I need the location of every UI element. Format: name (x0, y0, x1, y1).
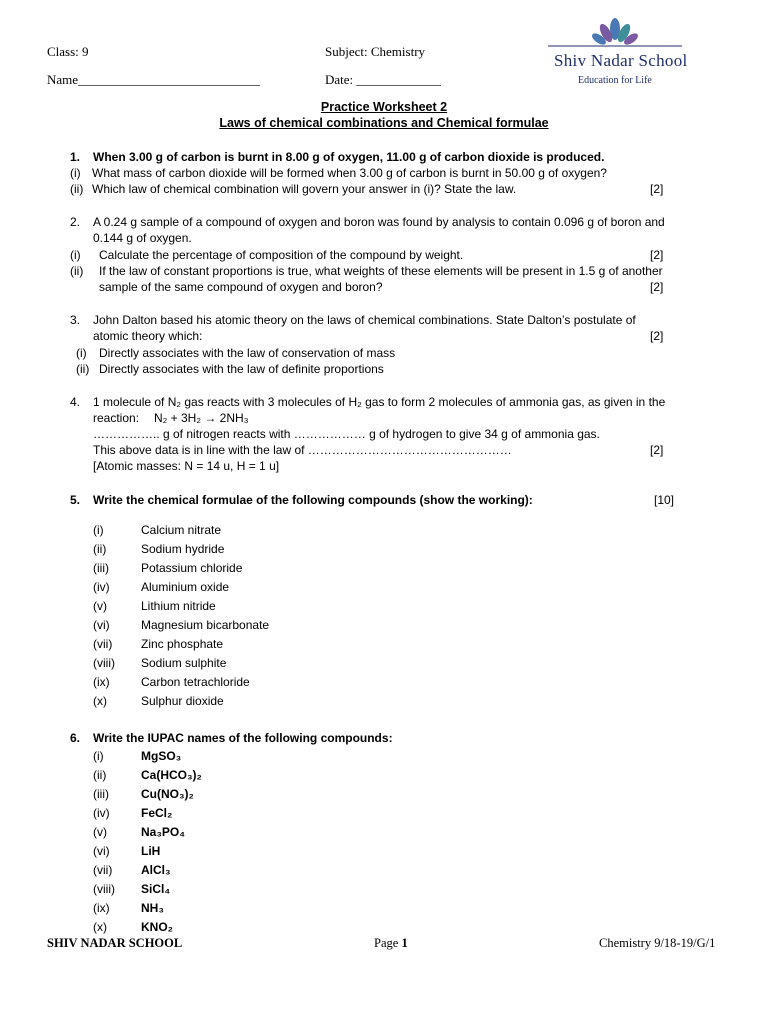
subject-label: Subject: Chemistry (325, 44, 426, 59)
q2-text-1: A 0.24 g sample of a compound of oxygen and boron was found by analysis to contain 0.096 g of boron and (93, 215, 665, 229)
list-item: (vii) AlCl₃ (93, 863, 171, 877)
worksheet-title: Practice Worksheet 2 (320, 100, 448, 114)
name-field: Name____________________________ (47, 72, 261, 87)
q3-a-text: Directly associates with the law of conservation of mass (99, 346, 396, 360)
list-item: (vi) Magnesium bicarbonate (93, 618, 270, 632)
q5-marks: [10] (654, 493, 675, 507)
q1-b-label: (ii) (70, 182, 84, 196)
q4-text-3: …………….. g of nitrogen reacts with ……………… g of hydrogen to give 34 g of ammonia gas. (93, 427, 600, 441)
q1-a-label: (i) (70, 166, 81, 180)
q4-equation: N₂ + 3H₂ → 2NH₃ (154, 411, 249, 425)
list-item: (ix) Carbon tetrachloride (93, 675, 250, 689)
school-logo-name: Shiv Nadar School (554, 51, 688, 70)
q1-marks: [2] (650, 182, 664, 196)
class-label: Class: 9 (47, 44, 89, 59)
q2-b-marks: [2] (650, 280, 664, 294)
q2-b-label: (ii) (70, 264, 84, 278)
q4-number: 4. (70, 395, 81, 409)
list-item: (iii) Potassium chloride (93, 561, 243, 575)
q4-text-4: This above data is in line with the law of …………………………………………… (93, 443, 512, 457)
q1-b-text: Which law of chemical combination will govern your answer in (i)? State the law. (92, 182, 517, 196)
list-item: (ix) NH₃ (93, 901, 164, 915)
q3-text-1: John Dalton based his atomic theory on the laws of chemical combinations. State Dalton’s postulate of (93, 313, 636, 327)
list-item: (v) Lithium nitride (93, 599, 216, 613)
list-item: (viii) SiCl₄ (93, 882, 171, 896)
list-item: (ii) Sodium hydride (93, 542, 225, 556)
q2-number: 2. (70, 215, 81, 229)
school-tagline: Education for Life (578, 75, 652, 86)
q4-marks: [2] (650, 443, 664, 457)
q2-text-2: 0.144 g of oxygen. (93, 231, 192, 245)
q5-text: Write the chemical formulae of the following compounds (show the working): (93, 493, 533, 507)
q2-a-label: (i) (70, 248, 81, 262)
list-item: (viii) Sodium sulphite (93, 656, 227, 670)
q2-b-text-2: sample of the same compound of oxygen and boron? (99, 280, 383, 294)
q3-number: 3. (70, 313, 81, 327)
footer-school-name: SHIV NADAR SCHOOL (47, 936, 183, 950)
q3-b-text: Directly associates with the law of definite proportions (99, 362, 384, 376)
list-item: (vii) Zinc phosphate (93, 637, 224, 651)
q3-a-label: (i) (76, 346, 87, 360)
q1-text: When 3.00 g of carbon is burnt in 8.00 g of oxygen, 11.00 g of carbon dioxide is produced. (93, 150, 605, 164)
q2-a-text: Calculate the percentage of composition of the compound by weight. (99, 248, 464, 262)
list-item: (ii) Ca(HCO₃)₂ (93, 768, 202, 782)
lotus-icon (540, 16, 690, 52)
q5-list (93, 522, 269, 712)
school-logo (540, 16, 690, 90)
q4-text-5: [Atomic masses: N = 14 u, H = 1 u] (93, 459, 280, 473)
list-item: (i) MgSO₃ (93, 749, 182, 763)
list-item: (vi) LiH (93, 844, 161, 858)
list-item: (x) Sulphur dioxide (93, 694, 224, 708)
q6-list (93, 748, 202, 938)
q4-text-1: 1 molecule of N₂ gas reacts with 3 molecules of H₂ gas to form 2 molecules of ammonia gas, as given in the (93, 395, 666, 409)
q5-number: 5. (70, 493, 81, 507)
list-item: (i) Calcium nitrate (93, 523, 222, 537)
q1-number: 1. (70, 150, 81, 164)
list-item: (x) KNO₂ (93, 920, 173, 934)
q2-b-text-1: If the law of constant proportions is true, what weights of these elements will be present in 1.5 g of another (99, 264, 663, 278)
list-item: (iv) FeCl₂ (93, 806, 173, 820)
q6-number: 6. (70, 731, 81, 745)
list-item: (iv) Aluminium oxide (93, 580, 230, 594)
list-item: (v) Na₃PO₄ (93, 825, 185, 839)
q2-a-marks: [2] (650, 248, 664, 262)
date-field: Date: _____________ (325, 72, 441, 87)
q4-reaction-label: reaction: (93, 411, 140, 425)
q3-text-2: atomic theory which: (93, 329, 203, 343)
worksheet-subtitle: Laws of chemical combinations and Chemical formulae (219, 116, 549, 130)
q1-a-text: What mass of carbon dioxide will be formed when 3.00 g of carbon is burnt in 50.00 g of oxygen? (92, 166, 607, 180)
q3-b-label: (ii) (76, 362, 90, 376)
footer-page: Page 1 (374, 936, 408, 950)
q6-text: Write the IUPAC names of the following compounds: (93, 731, 393, 745)
q3-marks: [2] (650, 329, 664, 343)
list-item: (iii) Cu(NO₃)₂ (93, 787, 194, 801)
footer-doc-code: Chemistry 9/18-19/G/1 (599, 936, 716, 950)
